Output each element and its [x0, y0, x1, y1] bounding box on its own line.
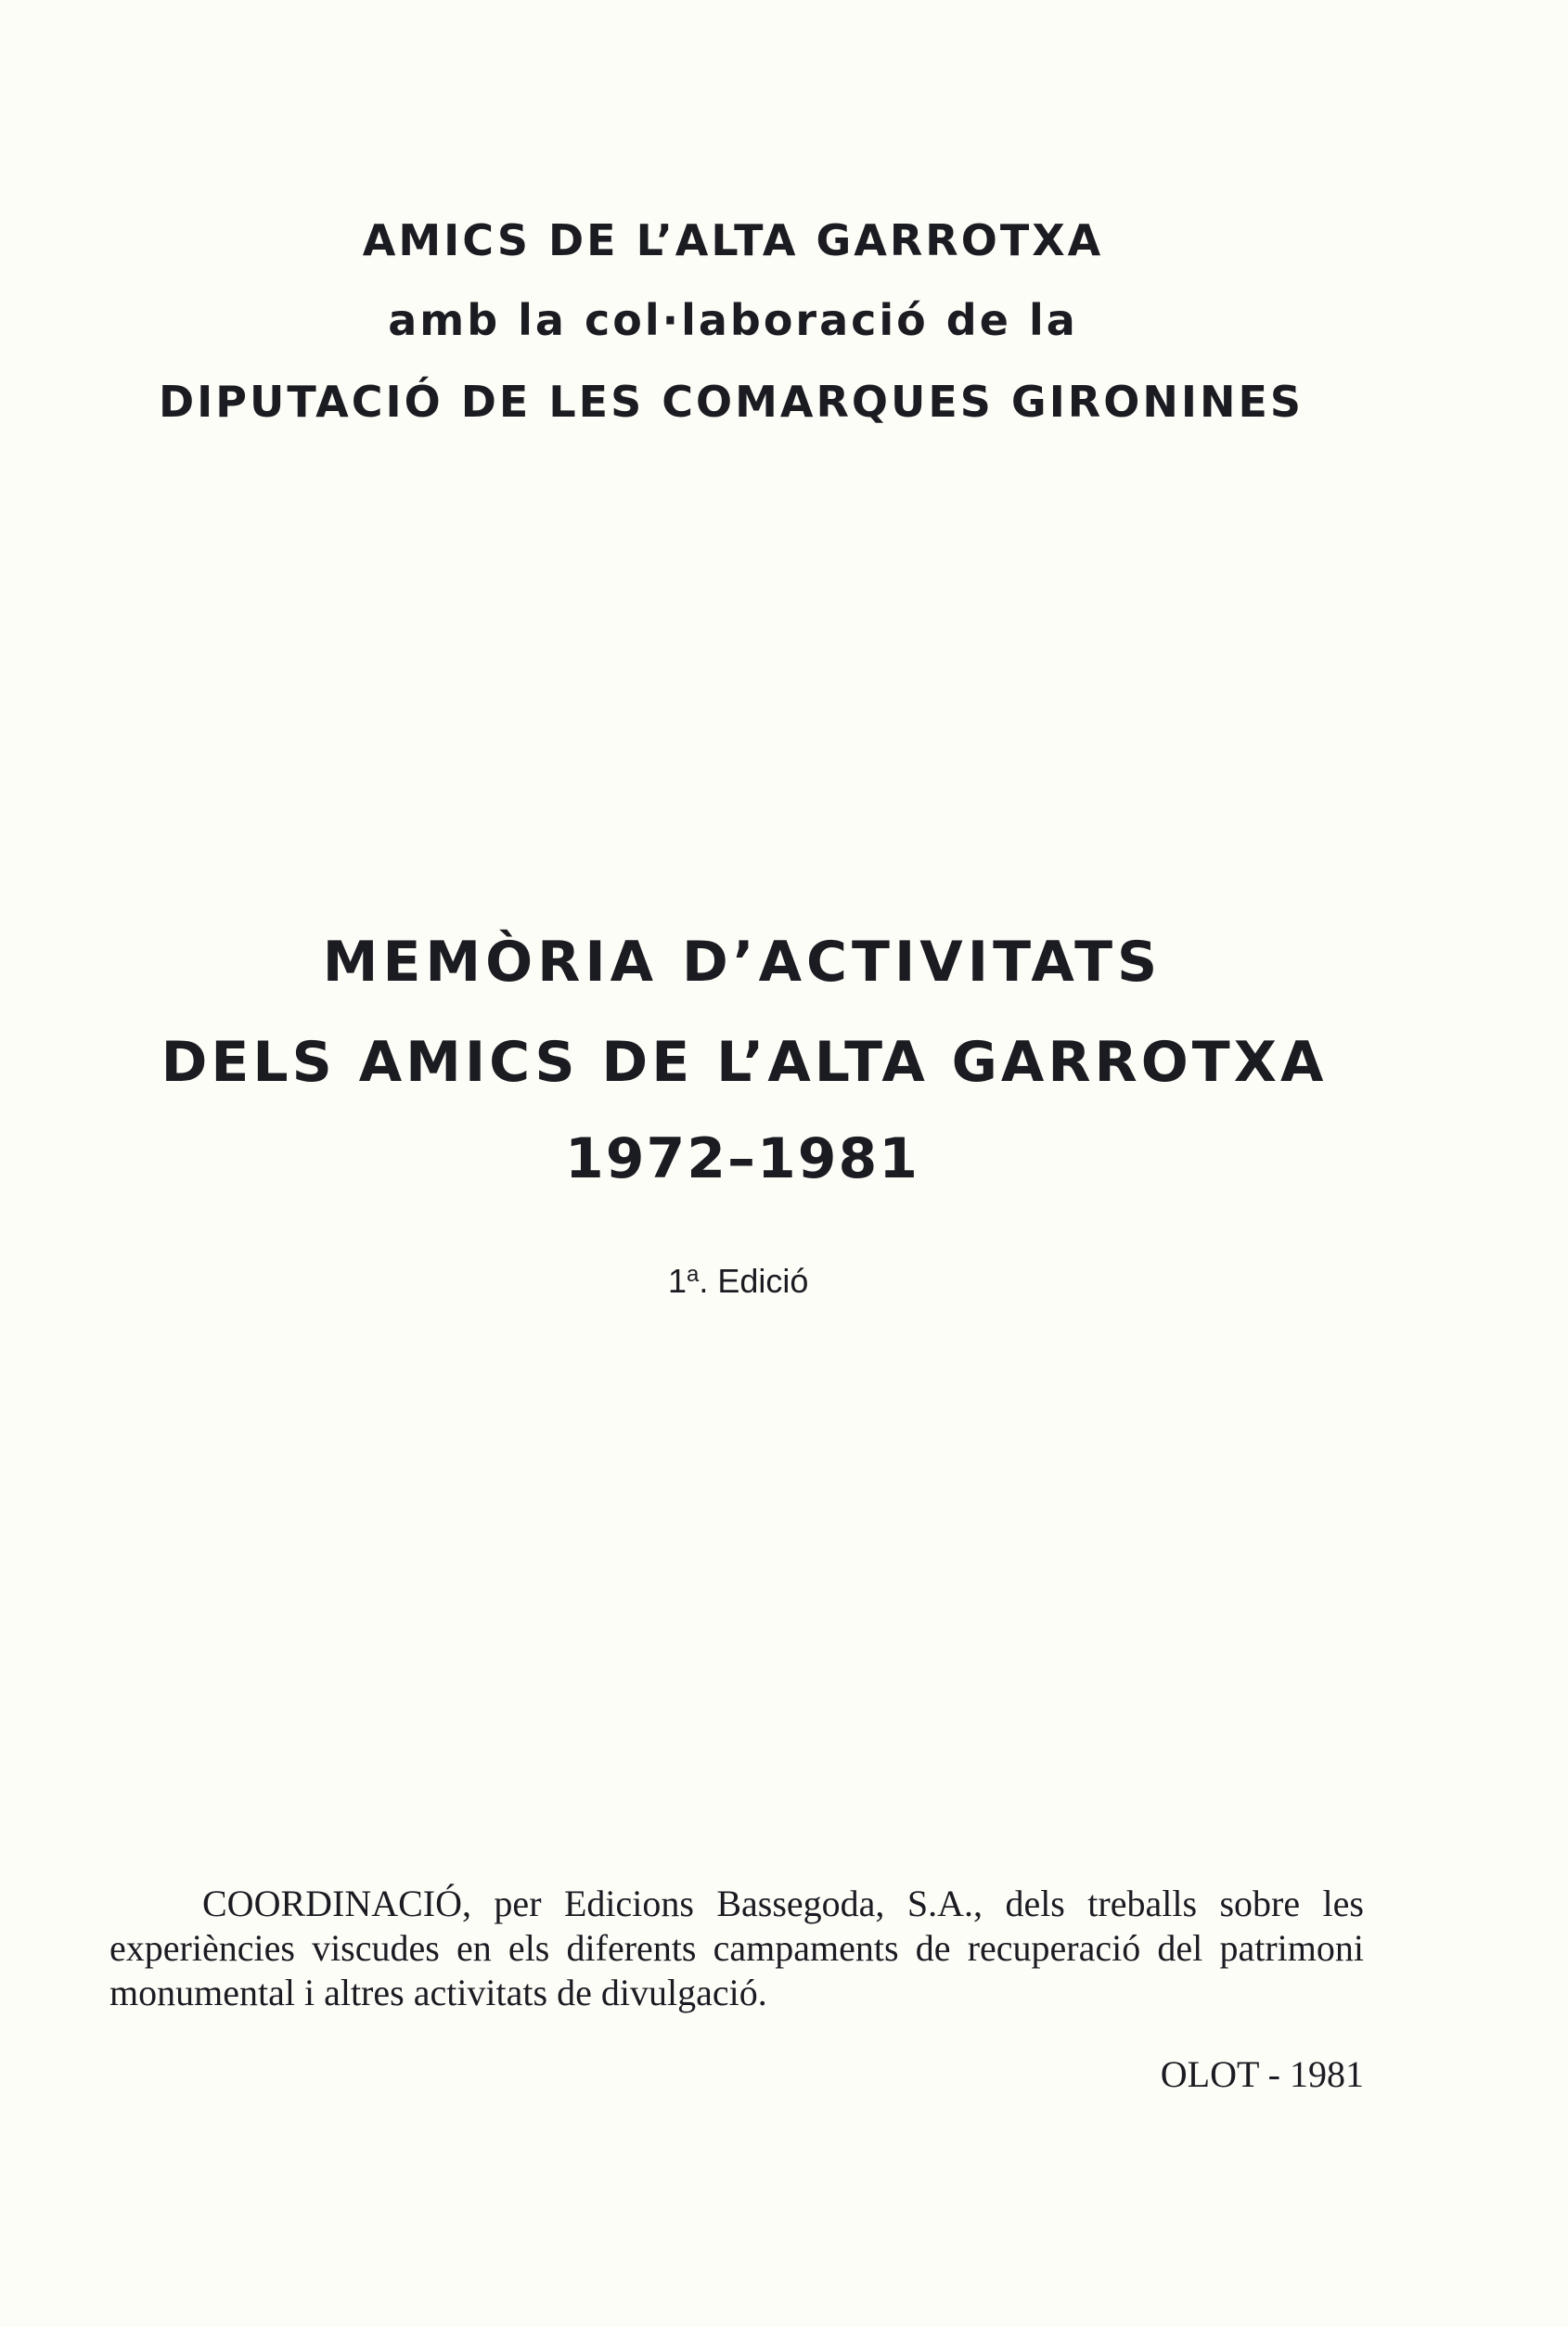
edition-text: . Edició	[699, 1262, 809, 1300]
edition-label	[668, 1262, 946, 1301]
title-line-2: DELS AMICS DE L’ALTA GARROTXA	[161, 1030, 1328, 1095]
edition-ordinal: a	[687, 1262, 700, 1287]
place-date: OLOT - 1981	[1160, 2053, 1364, 2095]
title-line-1: MEMÒRIA D’ACTIVITATS	[322, 930, 1163, 995]
title-years: 1972–1981	[565, 1126, 919, 1191]
publisher-line-2: amb la col·laboració de la	[388, 295, 1078, 345]
edition-number: 1	[668, 1262, 688, 1300]
publisher-line-1: AMICS DE L’ALTA GARROTXA	[362, 215, 1104, 265]
publisher-line-3: DIPUTACIÓ DE LES COMARQUES GIRONINES	[158, 377, 1304, 427]
coordination-paragraph: COORDINACIÓ, per Edicions Bassegoda, S.A., dels treballs sobre les experiències viscudes en els diferents campaments de recuperació del patrimoni monumental i altres activitats de divulgació.	[109, 1883, 1364, 2013]
